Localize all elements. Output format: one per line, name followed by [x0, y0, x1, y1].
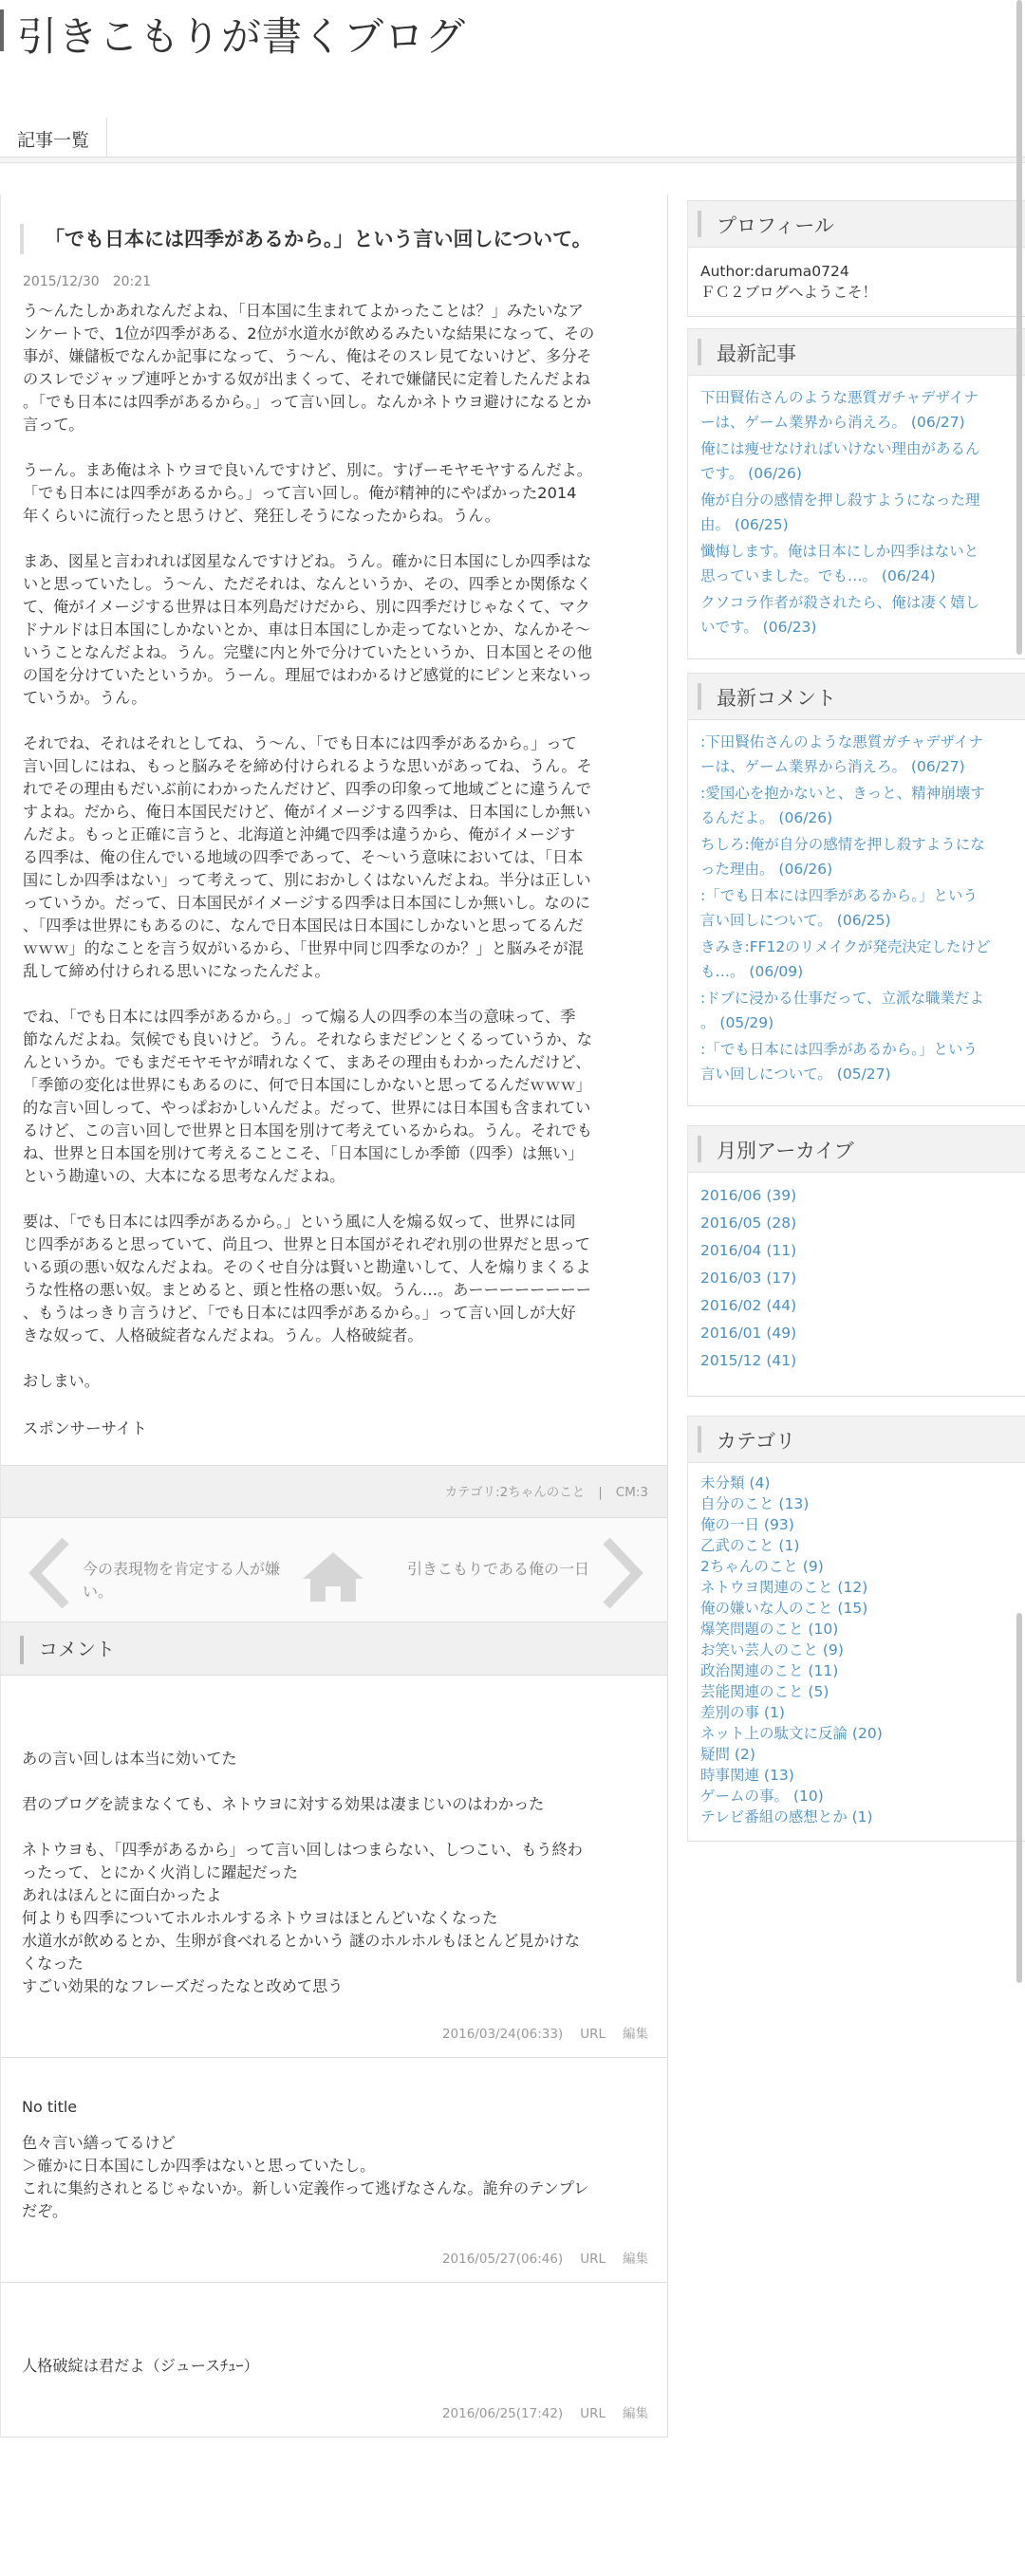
recent-entry-link-line: クソコラ作者が殺されたら、俺は凄く嬉し — [700, 594, 980, 611]
recent-comment-link[interactable] — [700, 832, 1008, 881]
chevron-right-icon[interactable] — [597, 1535, 644, 1611]
entry-line: 言い回しにはね、もっと脳みそを締め付けられるような思いがあってね、うん。そ — [23, 757, 592, 775]
entry-line: 乱して締め付けられる思いになったんだよ。 — [23, 962, 330, 980]
comment-meta — [1, 2223, 667, 2282]
category-link[interactable]: 差別の事 (1) — [700, 1704, 785, 1721]
comment-line: 水道水が飲めるとか、生卵が食べれるとかいう 謎のホルホルもほとんど見かけな — [22, 1932, 580, 1950]
recent-entry-link-line: 思っていました。でも…。 (06/24) — [700, 567, 936, 584]
archives-heading: 月別アーカイブ — [717, 1140, 854, 1162]
recent-comment-link[interactable] — [700, 1037, 1008, 1086]
recent-comments-header — [688, 673, 1025, 720]
entry-line: 事が、嫌儲板でなんか記事になって、う〜ん、俺はそのスレ見てないけど、多分そ — [23, 347, 592, 365]
recent-entry-link-line: いです。 (06/23) — [700, 619, 817, 636]
entry-line: のスレでジャップ連呼とかする奴が出まくって、それで嫌儲民に定着したんだよね — [23, 370, 590, 388]
recent-entry-link-line: 下田賢佑さんのような悪質ガチャデザイナ — [700, 389, 978, 406]
entry-line: んというか。でもまだモヤモヤが晴れなくて、まあその理由もわかったんだけど、 — [23, 1053, 591, 1071]
comments-heading: コメント — [39, 1638, 115, 1660]
entry-line: きな奴って、人格破綻者なんだよね。うん。人格破綻者。 — [23, 1326, 423, 1344]
site-header — [0, 0, 1025, 116]
category-link[interactable]: ネット上の駄文に反論 (20) — [700, 1725, 883, 1742]
entry-line: 要は、「でも日本には四季があるから。」という風に人を煽る奴って、世界には同 — [23, 1213, 576, 1231]
global-nav — [0, 118, 1025, 158]
nav-entry-list[interactable]: 記事一覧 — [0, 118, 107, 158]
category-link[interactable]: 俺の一日 (93) — [700, 1516, 794, 1533]
category-link[interactable]: ゲームの事。 (10) — [700, 1788, 824, 1805]
comment-text — [22, 2355, 650, 2378]
scrollbar-thumb[interactable] — [1016, 1613, 1022, 1983]
archive-link[interactable]: 2016/01 (49) — [700, 1325, 797, 1342]
prev-entry-link[interactable]: 今の表現物を肯定する人が嫌い。 — [83, 1560, 281, 1601]
recent-comments-plugin — [687, 673, 1025, 1106]
recent-comment-link-line: った理由。 (06/26) — [700, 861, 833, 878]
categories-header-bar — [698, 1426, 701, 1453]
recent-comment-link-line: 言い回しについて。 (05/27) — [700, 1066, 891, 1083]
comment-subject — [22, 2321, 667, 2345]
recent-comment-link-line: るんだよ。 (06/26) — [700, 809, 833, 826]
comment-line: あの言い回しは本当に効いてた — [22, 1750, 237, 1768]
entry-line: 的な言い回しって、やっぱおかしいんだよ。だって、世界には日本国も含まれてい — [23, 1099, 591, 1117]
recent-comment-link[interactable] — [700, 730, 1008, 779]
entry-line: るけど、この言い回しで世界と日本国を別けて考えているからね。うん。それでも — [23, 1121, 592, 1140]
recent-comment-link-line: :下田賢佑さんのような悪質ガチャデザイナ — [700, 733, 984, 751]
entry-line: いうことなんだよね。うん。完璧に内と外で分けていたというか、日本国とその他 — [23, 643, 592, 661]
archive-link[interactable]: 2015/12 (41) — [700, 1352, 797, 1369]
comment-line: だぞ。 — [22, 2202, 68, 2220]
comment-line — [22, 1816, 650, 1839]
category-link[interactable]: 未分類 (4) — [700, 1474, 771, 1492]
entry-line: まあ、図星と言われれば図星なんですけどね。うん。確かに日本国にしか四季はな — [23, 552, 592, 570]
recent-entry-link[interactable] — [700, 385, 1008, 435]
entry-line: それでね、それはそれとしてね、う〜ん、「でも日本には四季があるから。」って — [23, 734, 577, 752]
comment-date: 2016/03/24(06:33) — [441, 2027, 564, 2042]
comment-text — [22, 1748, 650, 1998]
recent-entries-list — [688, 376, 1025, 658]
scrollbar-top[interactable] — [1016, 0, 1022, 655]
site-title[interactable]: 引きこもりが書くブログ — [17, 13, 467, 60]
archives-plugin — [687, 1125, 1025, 1397]
entry-line: 年くらいに流行ったと思うけど、発狂しそうになったからね。うん。 — [23, 507, 500, 525]
comment-url-link[interactable]: URL — [580, 2027, 606, 2042]
comment-edit-link[interactable]: 編集 — [623, 2252, 648, 2267]
entry-line: ね、世界と日本国を別けて考えることこそ、「日本国にしか季節（四季）は無い」 — [23, 1144, 584, 1162]
archives-list — [688, 1173, 1025, 1396]
categories-list — [688, 1463, 1025, 1841]
entry-line: 国にしか四季はない」って考えって、別におかしくはないんだよね。半分は正しい — [23, 871, 591, 889]
recent-comment-link[interactable] — [700, 986, 1008, 1035]
entry-line: うな性格の悪い奴。まとめると、頭と性格の悪い奴。うん…。あーーーーーーーー — [23, 1281, 591, 1299]
entry-line: 「でも日本には四季があるから。」って言い回し。俺が精神的にやばかった2014 — [23, 484, 577, 502]
entry-line: 「季節の変化は世界にもあるのに、何で日本国にしかないと思ってるんだｗｗｗ」 — [23, 1076, 591, 1094]
comment-url-link[interactable]: URL — [580, 2406, 606, 2421]
comment — [1, 1676, 667, 2058]
categories-plugin — [687, 1416, 1025, 1842]
comment-date: 2016/06/25(17:42) — [441, 2406, 564, 2421]
sidebar — [687, 195, 1025, 1842]
category-link[interactable]: 爆笑問題のこと (10) — [700, 1621, 839, 1638]
entry-line: という勘違いの、大本になる思考なんだよね。 — [23, 1167, 345, 1185]
entry-line: て、俺がイメージする世界は日本列島だけだから、別に四季だけじゃなくて、マク — [23, 598, 590, 616]
recent-entry-link-line: 由。 (06/25) — [700, 516, 789, 533]
profile-heading: プロフィール — [717, 214, 834, 237]
recent-entry-link[interactable] — [700, 590, 1008, 639]
category-link[interactable]: 乙武のこと (1) — [700, 1537, 800, 1554]
entry-line: 、「四季は世界にもあるのに、なんで日本国民は日本国にしかないと思ってるんだ — [23, 917, 584, 935]
entry-line: おしまい。 — [23, 1372, 100, 1390]
profile-header-bar — [698, 211, 701, 237]
entry-footer — [1, 1465, 667, 1518]
categories-header — [688, 1416, 1025, 1463]
comment-line: すごい効果的なフレーズだったなと改めて思う — [22, 1977, 344, 1995]
entry-line: の国を分けていたというか。うーん。理屈ではわかるけど感覚的にピンと来ないっ — [23, 666, 592, 684]
recent-comment-link-line: ちしろ:俺が自分の感情を押し殺すようにな — [700, 836, 985, 853]
entry-pager — [1, 1518, 667, 1622]
comments-list — [1, 1676, 667, 2437]
entry-paragraph — [23, 732, 650, 983]
entry-line: いる頭の悪い奴なんだよね。そのくせ自分は賢いと勘違いして、人を煽りまくるよ — [23, 1258, 591, 1276]
entry-line: ドナルドは日本国にしかないとか、車は日本国にしか走ってないとか、なんかそ〜 — [23, 621, 591, 639]
entry-line: うーん。まあ俺はネトウヨで良いんですけど、別に。すげーモヤモヤするんだよ。 — [23, 461, 592, 479]
recent-comment-link[interactable] — [700, 883, 1008, 933]
recent-entries-heading: 最新記事 — [717, 343, 796, 365]
profile-header — [688, 200, 1025, 248]
entry-line: んだよ。もっと正確に言うと、北海道と沖縄で四季は違うから、俺がイメージす — [23, 825, 576, 843]
recent-entry-link-line: 懺悔します。俺は日本にしか四季はないと — [700, 543, 979, 560]
entry-line: じ四季があると思っていて、尚且つ、世界と日本国がそれぞれ別の世界だと思って — [23, 1235, 590, 1253]
comment-date: 2016/05/27(06:46) — [441, 2252, 564, 2267]
comment-url-link[interactable]: URL — [580, 2252, 606, 2267]
recent-comment-link[interactable] — [700, 781, 1008, 830]
recent-comment-link-line: きみき:FF12のリメイクが発売決定したけど — [700, 938, 991, 955]
comment-subject: No title — [22, 2098, 78, 2116]
category-link[interactable]: 政治関連のこと (11) — [700, 1662, 839, 1679]
nav-divider — [0, 158, 1025, 163]
archive-link[interactable]: 2016/06 (39) — [700, 1187, 797, 1204]
comments-header — [1, 1622, 667, 1676]
main-column — [0, 195, 668, 2437]
archive-link[interactable]: 2016/05 (28) — [700, 1214, 797, 1232]
recent-comments-list — [688, 720, 1025, 1105]
chevron-left-icon[interactable] — [28, 1535, 75, 1611]
comment-edit-link[interactable]: 編集 — [623, 2406, 648, 2421]
sponsor-site-label: スポンサーサイト — [23, 1419, 147, 1437]
entry-line: 。「でも日本には四季があるから。」って言い回し。なんかネトウヨ避けになるとか — [23, 393, 591, 411]
entry-paragraph — [23, 1211, 650, 1347]
recent-comment-link-line: ーは、ゲーム業界から消えろ。 (06/27) — [700, 758, 965, 775]
archives-header-bar — [698, 1136, 701, 1162]
entry-body — [23, 300, 650, 1393]
archive-link[interactable]: 2016/02 (44) — [700, 1297, 797, 1314]
entry-paragraph — [23, 1006, 650, 1188]
entry — [1, 218, 667, 1518]
recent-entries-plugin — [687, 328, 1025, 659]
comment-line: これに集約されとるじゃないか。新しい定義作って逃げなさんな。詭弁のテンプレ — [22, 2179, 589, 2197]
recent-comment-link-line: :ドブに浸かる仕事だって、立派な職業だよ — [700, 990, 984, 1007]
entry-date-time: 20:21 — [112, 274, 152, 289]
entry-paragraph — [23, 459, 650, 528]
entry-line: う〜んたしかあれなんだよね、「日本国に生まれてよかったことは？」みたいなア — [23, 302, 584, 320]
entry-title[interactable]: 「でも日本には四季があるから。」という言い回しについて。 — [20, 218, 648, 260]
entry-line: ンケートで、1位が四季がある、2位が水道水が飲めるみたいな結果になって、その — [23, 324, 595, 343]
comment-line: くなった — [22, 1955, 84, 1973]
archives-header — [688, 1125, 1025, 1173]
recent-entry-link[interactable] — [700, 488, 1008, 537]
entry-cm-link[interactable]: CM:3 — [615, 1485, 648, 1500]
archive-link[interactable]: 2016/03 (17) — [700, 1269, 797, 1287]
comment-subject — [22, 1714, 667, 1738]
comments-header-bar — [20, 1636, 24, 1664]
comment-meta — [1, 2378, 667, 2437]
comment-line: ったって、とにかく火消しに躍起だった — [22, 1863, 299, 1881]
comment-line: 人格破綻は君だよ（ジュースﾁｭｰ） — [22, 2357, 259, 2375]
category-link[interactable]: 芸能関連のこと (5) — [700, 1683, 829, 1700]
profile-body — [688, 248, 1025, 316]
category-link[interactable]: ネトウヨ関連のこと (12) — [700, 1579, 868, 1596]
categories-heading: カテゴリ — [717, 1430, 796, 1453]
comment-line: 何よりも四季についてホルホルするネトウヨはほとんどいなくなった — [22, 1909, 498, 1927]
comment-meta — [1, 1998, 667, 2057]
recent-entry-link-line: です。 (06/26) — [700, 465, 802, 482]
entry-date-day: 2015/12/30 — [23, 274, 100, 289]
entry-line: 節なんだよね。気候でも良いけど。うん。それならまだピンとくるっていうか、な — [23, 1030, 592, 1048]
entry-line: っていうか。だって、日本国民がイメージする四季は日本国にしか無いし。なのに — [23, 894, 591, 912]
comment-line: ＞確かに日本国にしか四季はないと思っていたし。 — [22, 2157, 376, 2175]
entry-line: 言って。 — [23, 416, 84, 434]
entry-paragraph — [23, 1370, 650, 1393]
entry-line: ていうか。うん。 — [23, 689, 147, 707]
home-icon[interactable] — [303, 1552, 363, 1602]
category-link[interactable]: 時事関連 (13) — [700, 1767, 794, 1784]
comment-line — [22, 1770, 650, 1793]
category-link[interactable]: 自分のこと (13) — [700, 1495, 810, 1512]
profile-greeting: ＦＣ２ブログへようこそ！ — [700, 284, 878, 301]
recent-comments-header-bar — [698, 683, 701, 710]
profile-author: Author:daruma0724 — [700, 263, 849, 280]
profile-plugin — [687, 200, 1025, 317]
comment-text — [22, 2132, 650, 2223]
recent-comment-link-line: 言い回しについて。 (06/25) — [700, 912, 891, 929]
comment-line: 君のブログを読まなくても、ネトウヨに対する効果は凄まじいのはわかった — [22, 1795, 545, 1813]
next-entry-link[interactable]: 引きこもりである俺の一日 — [406, 1560, 589, 1578]
recent-entries-header-bar — [698, 339, 701, 365]
entry-line: 、もうはっきり言うけど、「でも日本には四季があるから。」って言い回しが大好 — [23, 1304, 576, 1322]
comment-line: 色々言い繕ってるけど — [22, 2134, 176, 2152]
entry-line: れでその理由もだいぶ前にわかったんだけど、四季の印象って地域ごとに違うんで — [23, 780, 591, 798]
category-link[interactable]: 疑問 (2) — [700, 1746, 755, 1763]
recent-entry-link-line: 俺が自分の感情を押し殺すようになった理 — [700, 491, 980, 509]
comment-line: ネトウヨも、「四季があるから」って言い回しはつまらない、しつこい、もう終わ — [22, 1841, 583, 1859]
entry-category-link[interactable]: カテゴリ:2ちゃんのこと — [444, 1485, 586, 1500]
recent-comment-link-line: :愛国心を抱かないと、きっと、精神崩壊す — [700, 785, 985, 802]
comment-edit-link[interactable]: 編集 — [623, 2027, 648, 2042]
recent-comment-link[interactable] — [700, 935, 1008, 984]
category-link[interactable]: お笑い芸人のこと (9) — [700, 1641, 844, 1659]
archive-link[interactable]: 2016/04 (11) — [700, 1242, 797, 1259]
recent-entries-header — [688, 328, 1025, 376]
title-accent-bar — [0, 9, 4, 51]
recent-entry-link[interactable] — [700, 436, 1008, 486]
recent-comments-heading: 最新コメント — [717, 687, 836, 710]
entry-paragraph — [23, 550, 650, 710]
comment-line: あれはほんとに面白かったよ — [22, 1886, 222, 1904]
recent-entry-link[interactable] — [700, 539, 1008, 588]
entry-date — [23, 268, 667, 296]
comment — [1, 2283, 667, 2437]
recent-entry-link-line: ーは、ゲーム業界から消えろ。 (06/27) — [700, 414, 965, 431]
entry-paragraph — [23, 300, 650, 436]
recent-comment-link-line: :「でも日本には四季があるから。」という — [700, 887, 978, 904]
category-link[interactable]: 2ちゃんのこと (9) — [700, 1558, 824, 1575]
entry-line: でね、「でも日本には四季があるから。」って煽る人の四季の本当の意味って、季 — [23, 1008, 576, 1026]
comment — [1, 2058, 667, 2283]
recent-comment-link-line: :「でも日本には四季があるから。」という — [700, 1041, 978, 1058]
footer-separator: | — [598, 1485, 603, 1500]
category-link[interactable]: 俺の嫌いな人のこと (15) — [700, 1600, 868, 1617]
entry-line: る四季は、俺の住んでいる地域の四季であって、そ〜いう意味においては、「日本 — [23, 848, 584, 866]
entry-line: ｗｗｗ」的なことを言う奴がいるから、「世界中同じ四季なのか？」と脳みそが混 — [23, 939, 584, 957]
recent-comment-link-line: も…。 (06/09) — [700, 963, 804, 980]
recent-entry-link-line: 俺には痩せなければいけない理由があるん — [700, 440, 980, 457]
entry-line: いと思っていたし。う〜ん、ただそれは、なんというか、その、四季とか関係なく — [23, 575, 592, 593]
recent-comment-link-line: 。 (05/29) — [700, 1014, 774, 1031]
entry-line: すよね。だから、俺日本国民だけど、俺がイメージする四季は、日本国にしか無い — [23, 803, 591, 821]
category-link[interactable]: テレビ番組の感想とか (1) — [700, 1808, 873, 1825]
